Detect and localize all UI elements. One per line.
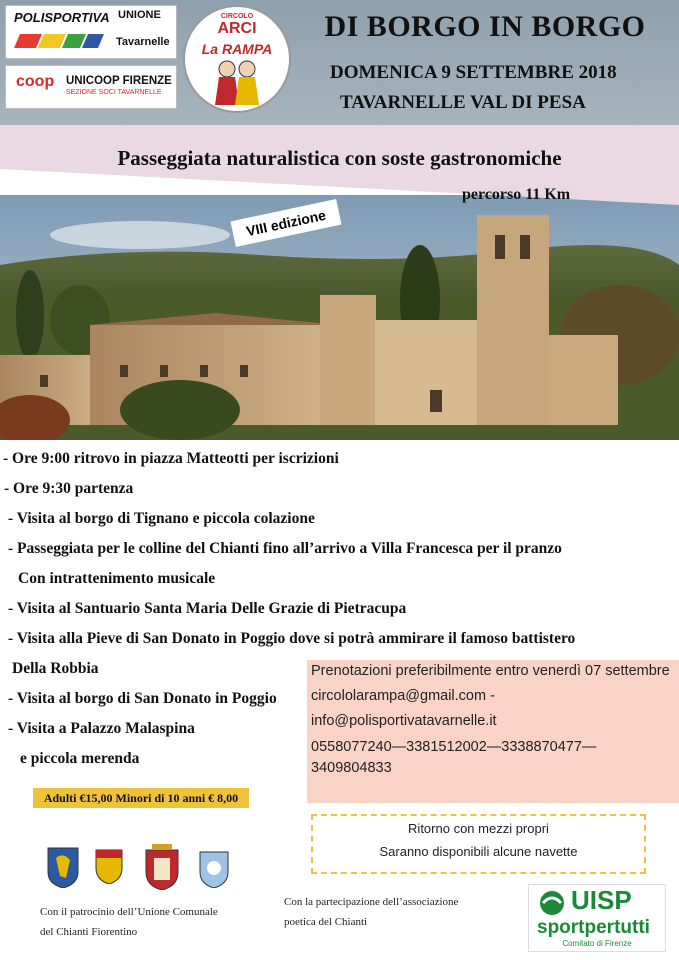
coop-logo	[5, 65, 177, 109]
polisportiva-stripes-icon	[14, 34, 104, 48]
uisp-tagline: sportpertutti	[537, 917, 650, 938]
dancers-icon	[207, 59, 267, 107]
program-item: - Visita al borgo di San Donato in Poggio	[8, 690, 277, 707]
crest-shield-icon	[94, 848, 124, 884]
return-info-box	[311, 814, 646, 874]
participation-text	[284, 892, 458, 932]
polisportiva-logo	[5, 5, 177, 59]
patronage-line-1: Con il patrocinio dell’Unione Comunale	[40, 906, 218, 918]
coop-brand: coop	[16, 73, 55, 90]
arci-rampa: La RAMPA	[201, 41, 273, 57]
event-title: DI BORGO IN BORGO	[324, 10, 646, 43]
edition-badge: VIII edizione	[230, 199, 341, 247]
booking-box	[307, 660, 679, 803]
coop-name: UNICOOP FIRENZE	[66, 75, 172, 87]
arci-name: ARCI	[217, 20, 257, 37]
program-item: - Ore 9:00 ritrovo in piazza Matteotti per iscrizioni	[3, 450, 339, 467]
program-item: e piccola merenda	[20, 750, 140, 767]
polisportiva-name: POLISPORTIVA	[14, 10, 110, 25]
program-item: Con intrattenimento musicale	[18, 570, 216, 587]
uisp-logo	[528, 884, 666, 952]
polisportiva-union: UNIONE	[118, 9, 161, 21]
arci-larampa-logo	[183, 5, 291, 113]
route-length: percorso 11 Km	[462, 186, 571, 203]
program-item: - Ore 9:30 partenza	[4, 480, 134, 497]
event-place: TAVARNELLE VAL DI PESA	[340, 92, 586, 113]
program-item: - Visita a Palazzo Malaspina	[8, 720, 195, 737]
program-item: - Visita al borgo di Tignano e piccola colazione	[8, 510, 315, 527]
participation-line-2: poetica del Chianti	[284, 916, 368, 928]
booking-title: Prenotazioni preferibilmente entro venerdì 07 settembre	[311, 663, 670, 679]
program-item: - Passeggiata per le colline del Chianti fino all’arrivo a Villa Francesca per il pranzo	[8, 540, 562, 557]
crest-tower-icon	[144, 844, 180, 890]
arci-circolo: CIRCOLO	[220, 13, 254, 20]
patronage-text	[40, 902, 218, 942]
municipal-crests	[38, 840, 238, 894]
participation-line-1: Con la partecipazione dell’associazione	[284, 896, 459, 908]
coop-sub: SEZIONE SOCI TAVARNELLE	[66, 89, 162, 96]
price-label: Adulti €15,00 Minori di 10 anni € 8,00	[33, 788, 249, 808]
booking-phones-1[interactable]: 0558077240—3381512002—3338870477—	[311, 739, 597, 755]
uisp-brand: UISP	[571, 885, 632, 915]
program-item: - Visita al Santuario Santa Maria Delle Grazie di Pietracupa	[8, 600, 407, 617]
program-item: - Visita alla Pieve di San Donato in Poggio dove si potrà ammirare il famoso battistero	[8, 630, 576, 647]
uisp-committee: Comitato di Firenze	[562, 939, 632, 948]
return-line-1: Ritorno con mezzi propri	[408, 821, 549, 836]
patronage-line-2: del Chianti Fiorentino	[40, 926, 138, 938]
landscape-photo	[0, 195, 679, 445]
crest-blue-icon	[198, 846, 230, 888]
booking-email-2[interactable]: info@polisportivatavarnelle.it	[311, 713, 497, 729]
program-item: Della Robbia	[12, 660, 99, 677]
crest-lion-icon	[46, 846, 80, 888]
event-date: DOMENICA 9 SETTEMBRE 2018	[330, 62, 617, 83]
uisp-figure-icon	[537, 889, 567, 917]
return-line-2: Saranno disponibili alcune navette	[379, 844, 578, 859]
event-subtitle: Passeggiata naturalistica con soste gastronomiche	[117, 146, 562, 170]
polisportiva-town: Tavarnelle	[116, 36, 170, 48]
booking-phones-2[interactable]: 3409804833	[311, 760, 392, 776]
booking-email-1[interactable]: circololarampa@gmail.com -	[311, 688, 495, 704]
